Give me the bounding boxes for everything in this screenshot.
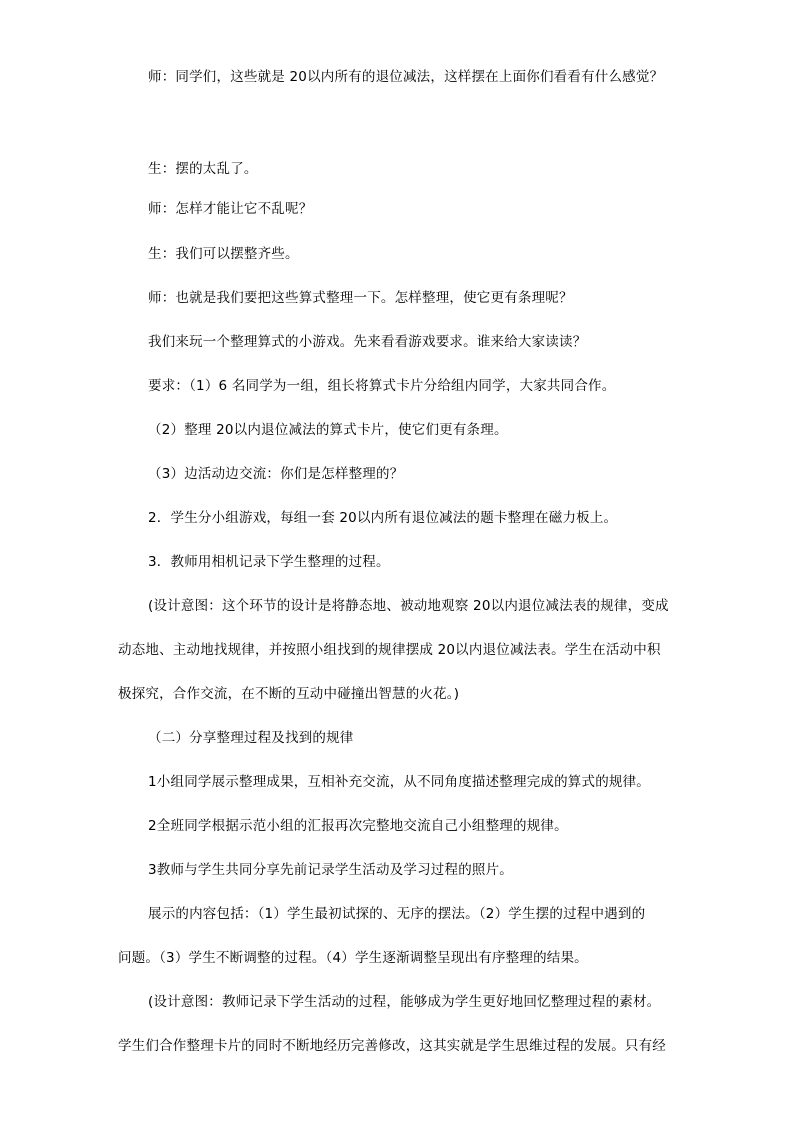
paragraph-line: 动态地、主动地找规律，并按照小组找到的规律摆成 20以内退位减法表。学生在活动中积 bbox=[118, 642, 661, 658]
paragraph-line: 生：摆的太乱了。 bbox=[148, 161, 258, 177]
paragraph-line: (设计意图：这个环节的设计是将静态地、被动地观察 20以内退位减法表的规律，变成 bbox=[148, 598, 669, 614]
paragraph-line: 2．学生分小组游戏，每组一套 20以内所有退位减法的题卡整理在磁力板上。 bbox=[148, 510, 618, 526]
paragraph-line: 师：同学们，这些就是 20以内所有的退位减法，这样摆在上面你们看看有什么感觉？ bbox=[148, 69, 664, 85]
paragraph-line: 要求：（1）6 名同学为一组，组长将算式卡片分给组内同学，大家共同合作。 bbox=[148, 378, 616, 394]
paragraph-line: （2）整理 20以内退位减法的算式卡片，使它们更有条理。 bbox=[148, 422, 508, 438]
section-heading: （二）分享整理过程及找到的规律 bbox=[148, 730, 354, 746]
paragraph-line: （3）边活动边交流：你们是怎样整理的？ bbox=[148, 466, 404, 482]
paragraph-line: 问题。（3）学生不断调整的过程。（4）学生逐渐调整呈现出有序整理的结果。 bbox=[118, 950, 588, 966]
paragraph-line: (设计意图：教师记录下学生活动的过程，能够成为学生更好地回忆整理过程的素材。 bbox=[148, 994, 661, 1010]
paragraph-line: 2全班同学根据示范小组的汇报再次完整地交流自己小组整理的规律。 bbox=[148, 818, 568, 834]
paragraph-line: 展示的内容包括：（1）学生最初试探的、无序的摆法。（2）学生摆的过程中遇到的 bbox=[148, 906, 646, 922]
paragraph-line: 1小组同学展示整理成果，互相补充交流，从不同角度描述整理完成的算式的规律。 bbox=[148, 774, 650, 790]
paragraph-line: 我们来玩一个整理算式的小游戏。先来看看游戏要求。谁来给大家读读？ bbox=[148, 334, 587, 350]
paragraph-line: 3．教师用相机记录下学生整理的过程。 bbox=[148, 554, 390, 570]
paragraph-line: 师：怎样才能让它不乱呢？ bbox=[148, 201, 313, 217]
paragraph-line: 极探究，合作交流，在不断的互动中碰撞出智慧的火花。) bbox=[118, 686, 460, 702]
paragraph-line: 生：我们可以摆整齐些。 bbox=[148, 246, 299, 262]
paragraph-line: 师：也就是我们要把这些算式整理一下。怎样整理，使它更有条理呢？ bbox=[148, 290, 573, 306]
paragraph-line: 学生们合作整理卡片的同时不断地经历完善修改，这其实就是学生思维过程的发展。只有经 bbox=[118, 1038, 666, 1054]
paragraph-line: 3教师与学生共同分享先前记录学生活动及学习过程的照片。 bbox=[148, 862, 513, 878]
